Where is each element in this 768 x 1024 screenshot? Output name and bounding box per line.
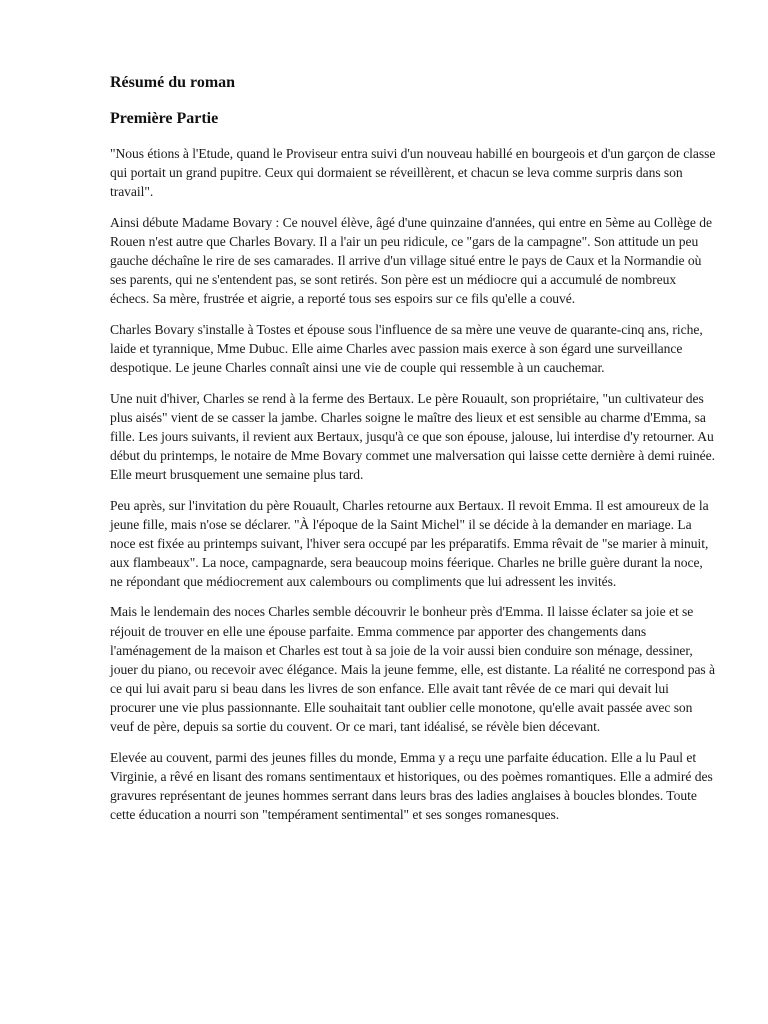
paragraph-bertaux: Une nuit d'hiver, Charles se rend à la ferme des Bertaux. Le père Rouault, son propriétaire, "un cultivateur des plus aisés" vient de se casser la jambe. Charles soigne le maître des lieux et est sensible au charme d'Emma, sa fille. Les jours suivants, il revient aux Bertaux, jusqu'à ce que son épouse, jalouse, lui interdise d'y retourner. Au début du printemps, le notaire de Mme Bovary commet une malversation qui laisse cette dernière à demi ruinée. Elle meurt brusquement une semaine plus tard. — [110, 390, 715, 482]
paragraph-first-marriage: Charles Bovary s'installe à Tostes et épouse sous l'influence de sa mère une veuve de quarante-cinq ans, riche, laide et tyrannique, Mme Dubuc. Elle aime Charles avec passion mais exerce à son égard une surveillance despotique. Le jeune Charles connaît ainsi une vie de couple qui ressemble à un cauchemar. — [110, 321, 703, 375]
paragraph-married-life: Mais le lendemain des noces Charles semble découvrir le bonheur près d'Emma. Il laisse éclater sa joie et se réjouit de trouver en elle une épouse parfaite. Emma commence par apporter des changements dans l'aménagement de la maison et Charles est tout à sa joie de la voir aussi bien conduire son ménage, dessiner, jouer du piano, ou recevoir avec élégance. Mais la jeune femme, elle, est distante. La réalité ne correspond pas à ce qui lui avait paru si beau dans les livres de son enfance. Elle avait tant rêvée de ce mari qui devait lui procurer une vie plus passionnante. Elle souhaitait tant oublier celle monotone, qu'elle avait passée avec son veuf de père, depuis sa sortie du couvent. Or ce mari, tant idéalisé, se révèle bien décevant. — [110, 604, 715, 735]
document-title: Résumé du roman — [110, 74, 236, 91]
section-title: Première Partie — [110, 110, 219, 127]
document-page — [110, 72, 716, 836]
paragraph-convent-education: Elevée au couvent, parmi des jeunes filles du monde, Emma y a reçu une parfaite éducation. Elle a lu Paul et Virginie, a rêvé en lisant des romans sentimentaux et historiques, ou des poèmes romantiques. Elle a admiré des gravures représentant de jeunes hommes serrant dans leurs bras des ladies anglaises à boucles blondes. Toute cette éducation a nourri son "tempérament sentimental" et ses songes romanesques. — [110, 749, 713, 822]
paragraph-opening-quote: "Nous étions à l'Etude, quand le Proviseur entra suivi d'un nouveau habillé en bourgeois et d'un garçon de classe qui portait un grand pupitre. Ceux qui dormaient se réveillèrent, et chacun se leva comme surpris dans son travail". — [110, 146, 716, 200]
paragraph-introduction: Ainsi débute Madame Bovary : Ce nouvel élève, âgé d'une quinzaine d'années, qui entre en 5ème au Collège de Rouen n'est autre que Charles Bovary. Il a l'air un peu ridicule, ce "gars de la campagne". Son attitude un peu gauche déchaîne le rire de ses camarades. Il arrive d'un village situé entre le pays de Caux et la Normandie où ses parents, qui ne s'entendent pas, se sont retirés. Son père est un médiocre qui a accumulé de nombreux échecs. Sa mère, frustrée et aigrie, a reporté tous ses espoirs sur ce fils qu'elle a couvé. — [110, 214, 712, 307]
paragraph-wedding: Peu après, sur l'invitation du père Rouault, Charles retourne aux Bertaux. Il revoit Emma. Il est amoureux de la jeune fille, mais n'ose se déclarer. "À l'époque de la Saint Michel" il se décide à la demander en mariage. La noce est fixée au printemps suivant, l'hiver sera occupé par les préparatifs. Emma rêvait de "se marier à minuit, aux flambeaux". La noce, campagnarde, sera beaucoup moins féerique. Charles ne brille guère durant la noce, ne répondant que médiocrement aux calembours ou compliments que lui adressent les invités. — [110, 497, 709, 589]
